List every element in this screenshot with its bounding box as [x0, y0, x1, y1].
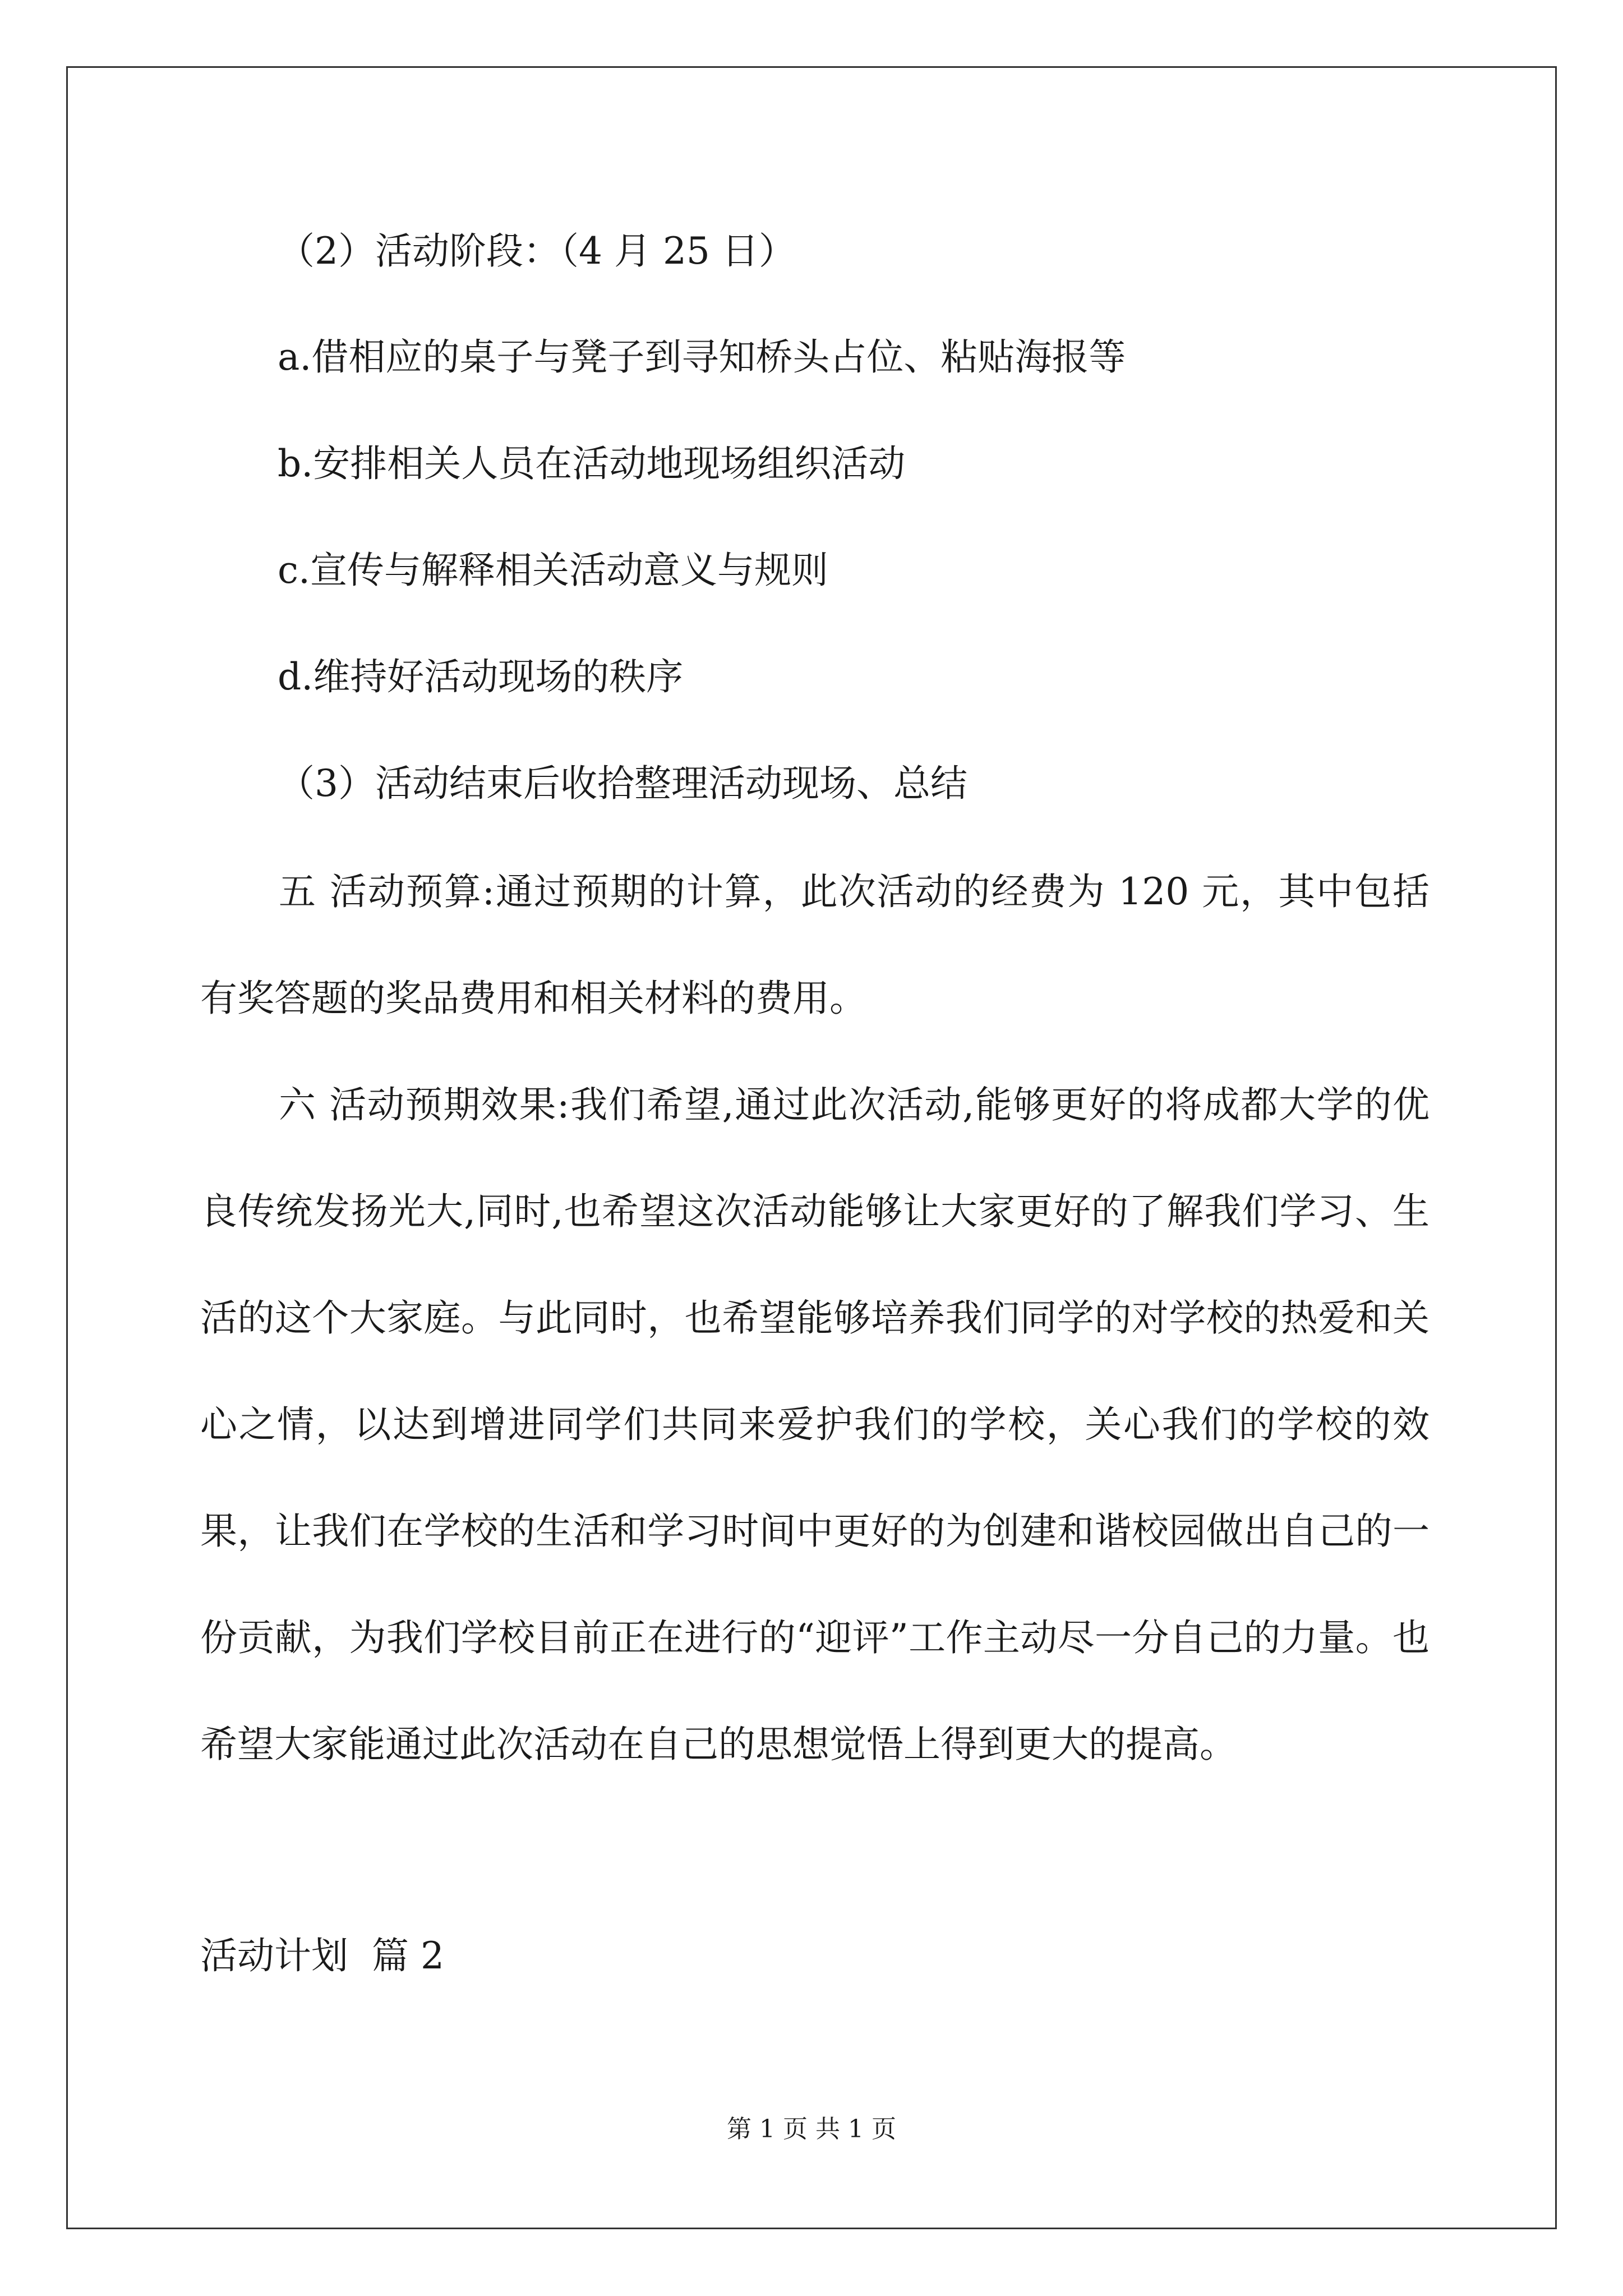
list-item-b: b.安排相关人员在活动地现场组织活动 [278, 442, 906, 485]
expected-effect-paragraph: 六 活动预期效果:我们希望,通过此次活动,能够更好的将成都大学的优良传统发扬光大,同时,也希望这次活动能够让大家更好的了解我们学习、生活的这个大家庭。与此同时，也希望能够培养我们同学的对学校的热爱和关心之情，以达到增进同学们共同来爱护我们的学校，关心我们的学校的效果，让我们在学校的生活和学习时间中更好的为创建和谐校园做出自己的一份贡献，为我们学校目前正在进行的“迎评”工作主动尽一分自己的力量。也希望大家能通过此次活动在自己的思想觉悟上得到更大的提高。 [200, 1083, 1430, 1766]
page-footer: 第 1 页 共 1 页 [727, 2115, 896, 2143]
list-item-a: a.借相应的桌子与凳子到寻知桥头占位、粘贴海报等 [278, 335, 1126, 379]
section-heading: 活动计划 篇 2 [200, 1934, 444, 1977]
list-item-c: c.宣传与解释相关活动意义与规则 [278, 549, 828, 592]
list-item-d: d.维持好活动现场的秩序 [278, 655, 684, 698]
stage3-heading: （3）活动结束后收拾整理活动现场、总结 [278, 762, 967, 805]
budget-paragraph: 五 活动预算:通过预期的计算，此次活动的经费为 120 元，其中包括有奖答题的奖品费用和相关材料的费用。 [200, 870, 1430, 1020]
stage2-heading: （2）活动阶段：（4 月 25 日） [278, 229, 796, 273]
